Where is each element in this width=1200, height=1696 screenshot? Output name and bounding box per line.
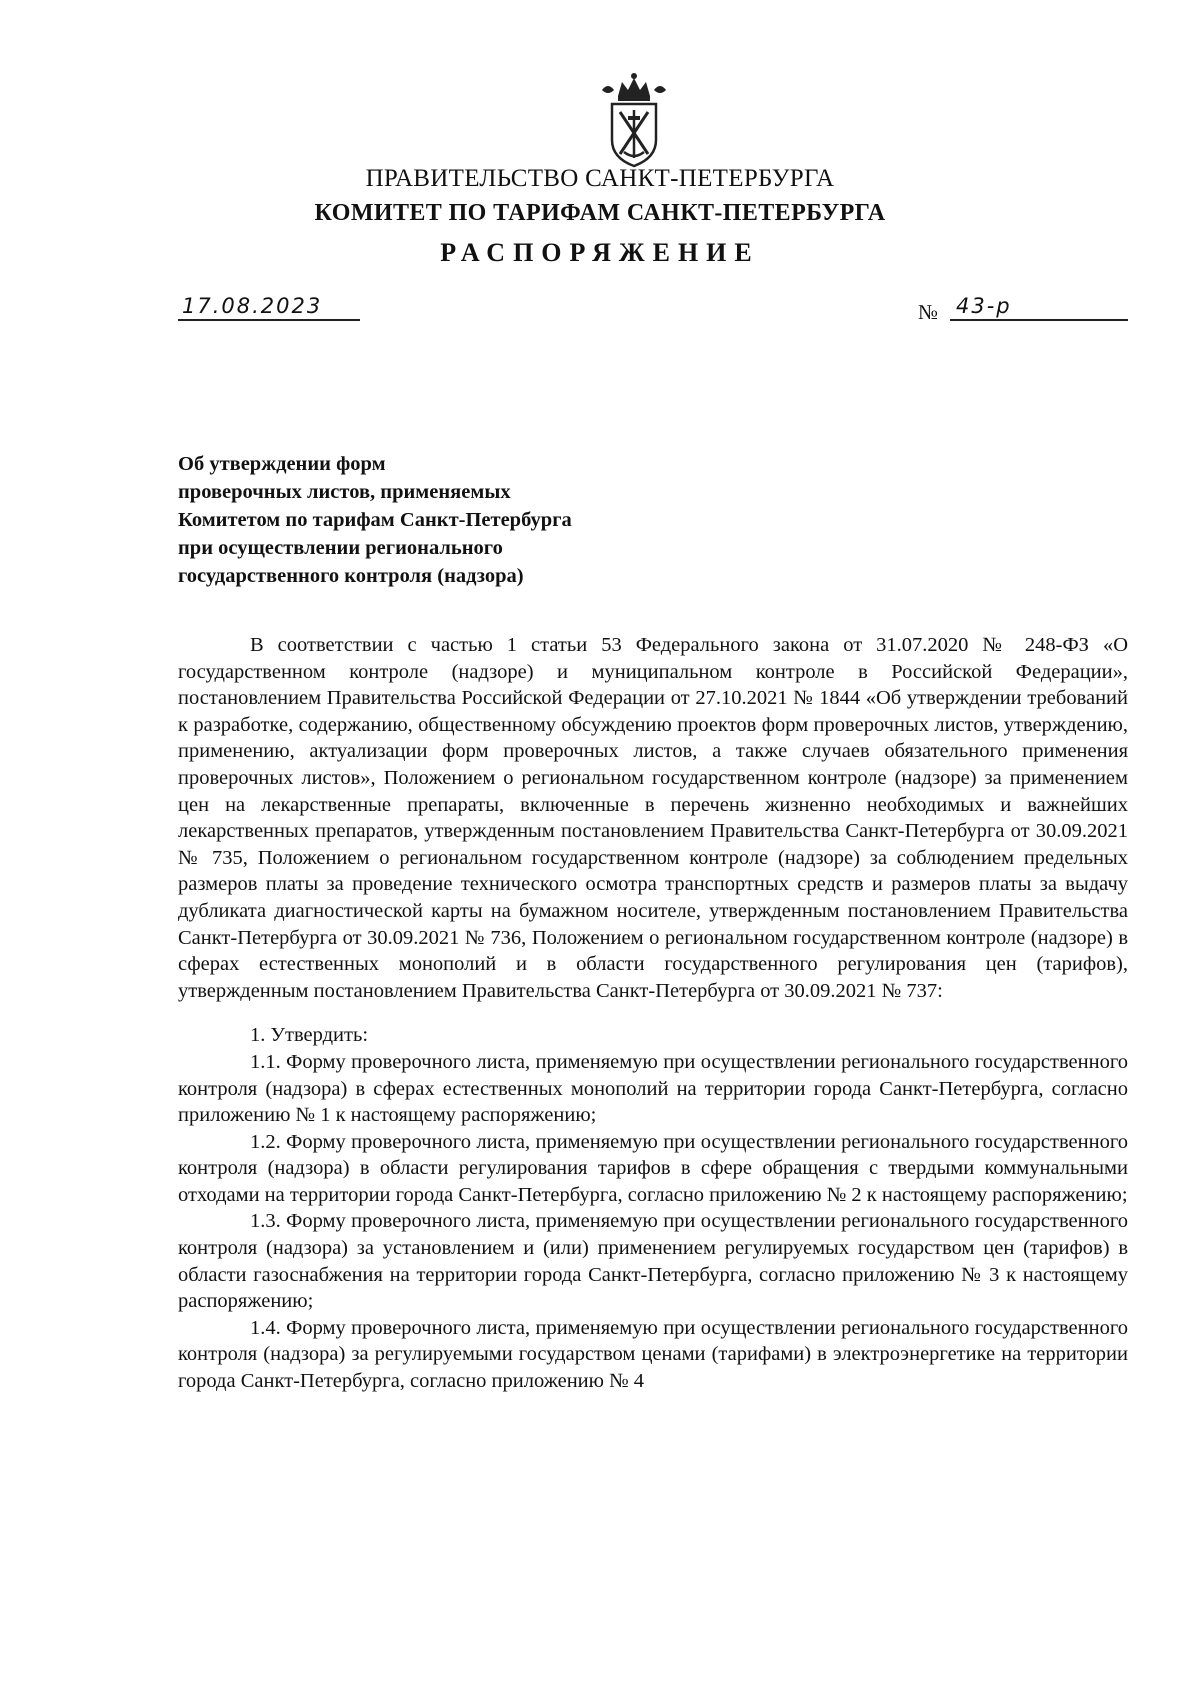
clause-1: 1. Утвердить: [250,1024,369,1047]
committee-name: КОМИТЕТ ПО ТАРИФАМ САНКТ-ПЕТЕРБУРГА [314,200,886,226]
document-type-title: РАСПОРЯЖЕНИЕ [440,238,760,267]
clause-1-1: 1.1. Форму проверочного листа, применяемую при осуществлении регионального государственного контроля (надзора) в сферах естественных монополий на территории города Санкт-Петербурга, согласно приложению № 1 к настоящему распоряжению; [178,1050,1128,1127]
number-label: № [918,300,939,324]
clause-1-2: 1.2. Форму проверочного листа, применяемую при осуществлении регионального государственного контроля (надзора) в области регулирования тарифов в сфере обращения с твердыми коммунальными отходами на территории города Санкт-Петербурга, согласно приложению № 2 к настоящему распоряжению; [178,1130,1128,1206]
government-name: ПРАВИТЕЛЬСТВО САНКТ-ПЕТЕРБУРГА [365,165,835,192]
st-petersburg-coat-of-arms-icon [596,70,672,170]
subject-line: Об утверждении форм [178,453,386,475]
subject-line: при осуществлении регионального [178,537,503,559]
document-body [178,632,1128,1395]
document-subject [178,450,738,590]
preamble-paragraph: В соответствии с частью 1 статьи 53 Федерального закона от 31.07.2020 № 248-ФЗ «О государственном контроле (надзоре) и муниципальном контроле в Российской Федерации», постановлением Правительства Российской Федерации от 27.10.2021 № 1844 «Об утверждении требований к разработке, содержанию, общественному обсуждению проектов форм проверочных листов, утверждению, применению, актуализации форм проверочных листов, а также случаев обязательного применения проверочных листов», Положением о региональном государственном контроле (надзоре) за применением цен на лекарственные препараты, включенные в перечень жизненно необходимых и важнейших лекарственных препаратов, утвержденным постановлением Правительства Санкт-Петербурга от 30.09.2021 № 735, Положением о региональном государственном контроле (надзоре) за соблюдением предельных размеров платы за проведение технического осмотра транспортных средств и размеров платы за выдачу дубликата диагностической карты на бумажном носителе, утвержденным постановлением Правительства Санкт-Петербурга от 30.09.2021 № 736, Положением о региональном государственном контроле (надзоре) в сферах естественных монополий и в области государственного регулирования цен (тарифов), утвержденным постановлением Правительства Санкт-Петербурга от 30.09.2021 № 737: [178,634,1128,1002]
clause-1-3: 1.3. Форму проверочного листа, применяемую при осуществлении регионального государственного контроля (надзора) за установлением и (или) применением регулируемых государством цен (тарифов) в области газоснабжения на территории города Санкт-Петербурга, согласно приложению № 3 к настоящему распоряжению; [178,1210,1128,1313]
document-number: 43-р [950,294,1128,321]
clause-1-4: 1.4. Форму проверочного листа, применяемую при осуществлении регионального государственного контроля (надзора) за регулируемыми государством ценами (тарифами) в электроэнергетике на территории города Санкт-Петербурга, согласно приложению № 4 [178,1316,1128,1393]
subject-line: Комитетом по тарифам Санкт-Петербурга [178,509,572,531]
subject-line: государственного контроля (надзора) [178,565,524,587]
subject-line: проверочных листов, применяемых [178,481,511,503]
document-date: 17.08.2023 [178,294,360,321]
